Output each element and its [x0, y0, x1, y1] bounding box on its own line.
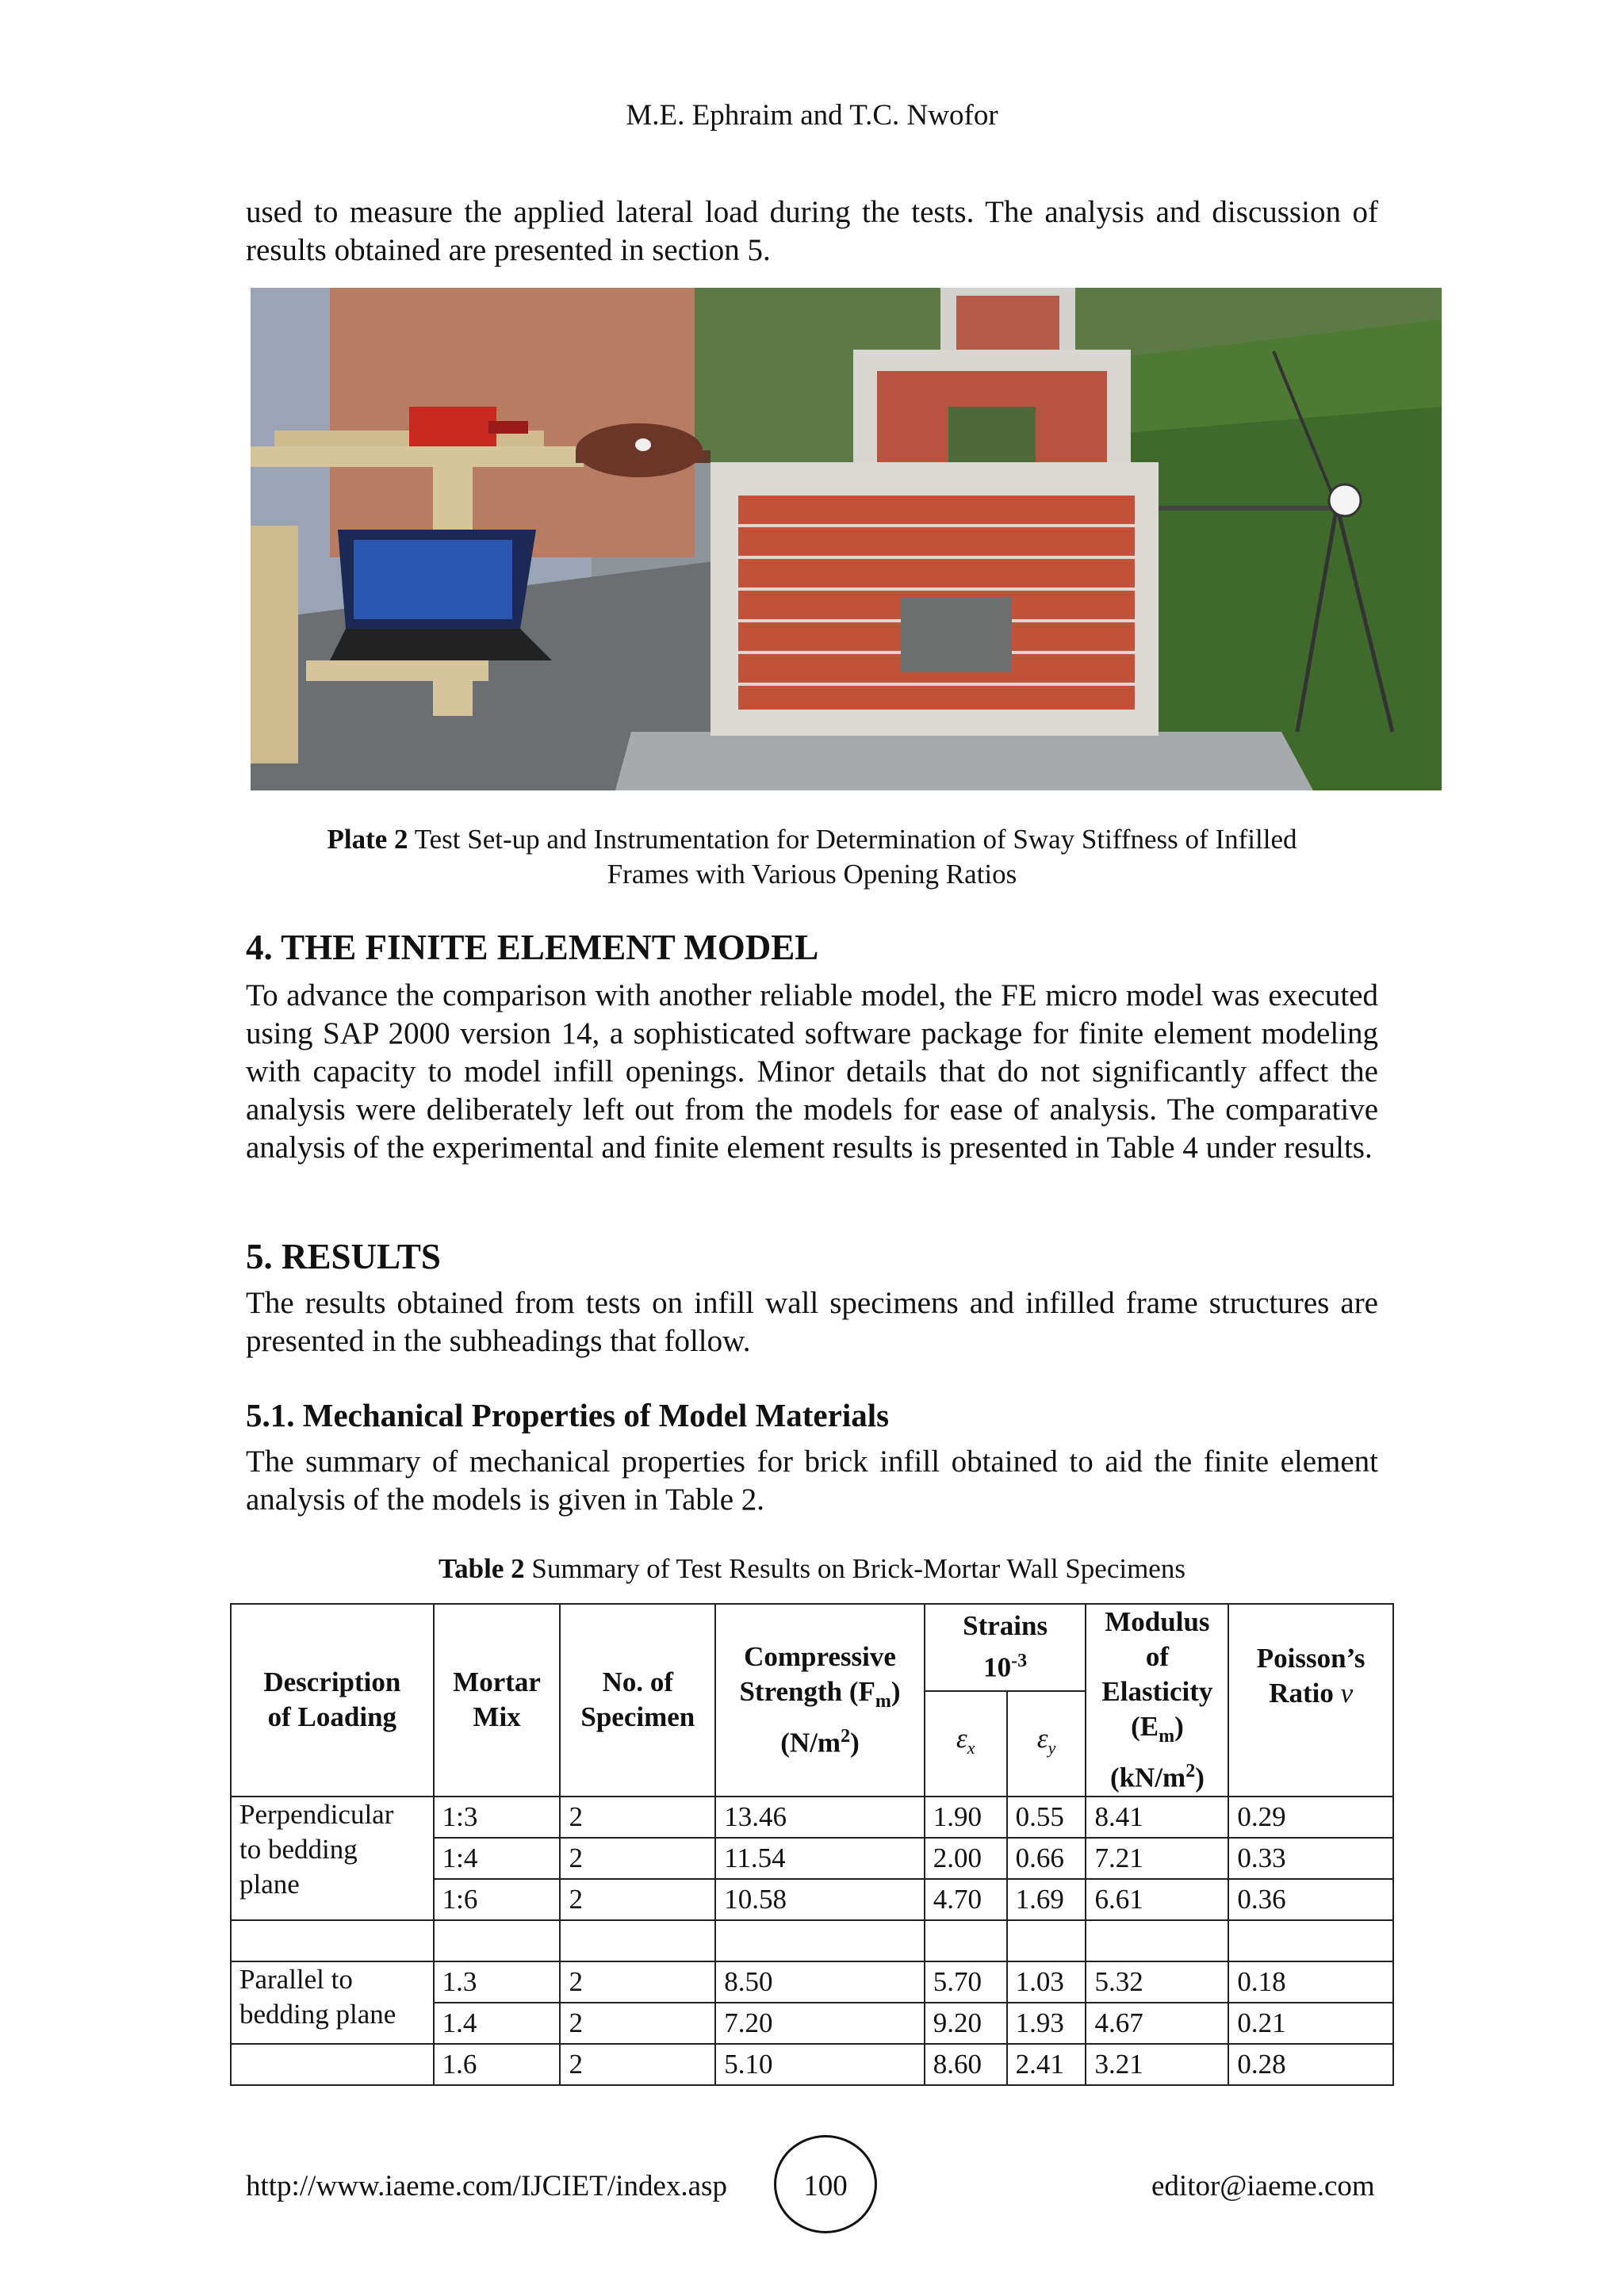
section5-paragraph: The results obtained from tests on infill wall specimens and infilled frame structures are presented in the subheadings that follow.	[246, 1286, 1378, 1358]
table-row: Perpendicular to bedding plane 1:3 2 13.46 1.90 0.55 8.41 0.29	[231, 1797, 1393, 1838]
page-number: 100	[774, 2135, 877, 2233]
group-parallel-label: Parallel to bedding plane	[231, 1961, 434, 2044]
header-description: Description of Loading	[231, 1604, 434, 1797]
table-row: 1.6 2 5.10 8.60 2.41 3.21 0.28	[231, 2044, 1393, 2085]
header-strain-ex: $\varepsilon_x$	[925, 1691, 1007, 1797]
group-perpendicular-label: Perpendicular to bedding plane	[231, 1797, 434, 1920]
header-poissons-ratio: Poisson’s Ratio ν	[1228, 1604, 1393, 1797]
section51-heading: 5.1. Mechanical Properties of Model Materials	[246, 1397, 890, 1433]
header-strains: Strains $10^{-3}$	[925, 1604, 1086, 1691]
plate-caption-line2: Frames with Various Opening Ratios	[607, 859, 1017, 890]
plate-caption	[238, 822, 1386, 892]
table-row: 1:4 2 11.54 2.00 0.66 7.21 0.33	[231, 1838, 1393, 1879]
section4-heading: 4. THE FINITE ELEMENT MODEL	[246, 928, 819, 967]
table2	[230, 1603, 1394, 2086]
header-no-of-specimen: No. of Specimen	[560, 1604, 715, 1797]
section4-paragraph: To advance the comparison with another reliable model, the FE micro model was executed using SAP 2000 version 14, a sophisticated software package for finite element modeling with capacity to model infill openings. Minor details that do not significantly affect the analysis were deliberately left out from the models for ease of analysis. The comparative analysis of the experimental and finite element results is presented in Table 4 under results.	[246, 978, 1378, 1165]
test-setup-photo	[251, 288, 1442, 790]
footer-url[interactable]: http://www.iaeme.com/IJCIET/index.asp	[246, 2170, 727, 2202]
plate-label: Plate 2	[327, 824, 408, 855]
running-header: M.E. Ephraim and T.C. Nwofor	[626, 99, 998, 132]
intro-paragraph: used to measure the applied lateral load during the tests. The analysis and discussion of results obtained are presented in section 5.	[246, 195, 1378, 267]
table-row: 1.4 2 7.20 9.20 1.93 4.67 0.21	[231, 2003, 1393, 2044]
section51-paragraph: The summary of mechanical properties for brick infill obtained to aid the finite element analysis of the models is given in Table 2.	[246, 1445, 1378, 1517]
table-row: 1:6 2 10.58 4.70 1.69 6.61 0.36	[231, 1879, 1393, 1920]
header-mortar-mix: Mortar Mix	[434, 1604, 561, 1797]
table2-caption	[238, 1552, 1386, 1586]
table-row: Parallel to bedding plane 1.3 2 8.50 5.70 1.03 5.32 0.18	[231, 1961, 1393, 2003]
header-compressive-strength: Compressive Strength $(F_m)$ $(N/m^2)$	[715, 1604, 925, 1797]
table-spacer-row	[231, 1920, 1393, 1961]
plate-caption-line1: Test Set-up and Instrumentation for Determination of Sway Stiffness of Infilled	[414, 824, 1297, 855]
header-modulus-elasticity: Modulus of Elasticity $(E_m)$ $(kN/m^2)$	[1086, 1604, 1228, 1797]
header-strain-ey: $\varepsilon_y$	[1007, 1691, 1086, 1797]
table2-caption-text: Summary of Test Results on Brick-Mortar Wall Specimens	[531, 1553, 1185, 1584]
footer-email[interactable]: editor@iaeme.com	[1151, 2170, 1375, 2202]
section5-heading: 5. RESULTS	[246, 1237, 441, 1276]
table2-label: Table 2	[439, 1553, 525, 1584]
